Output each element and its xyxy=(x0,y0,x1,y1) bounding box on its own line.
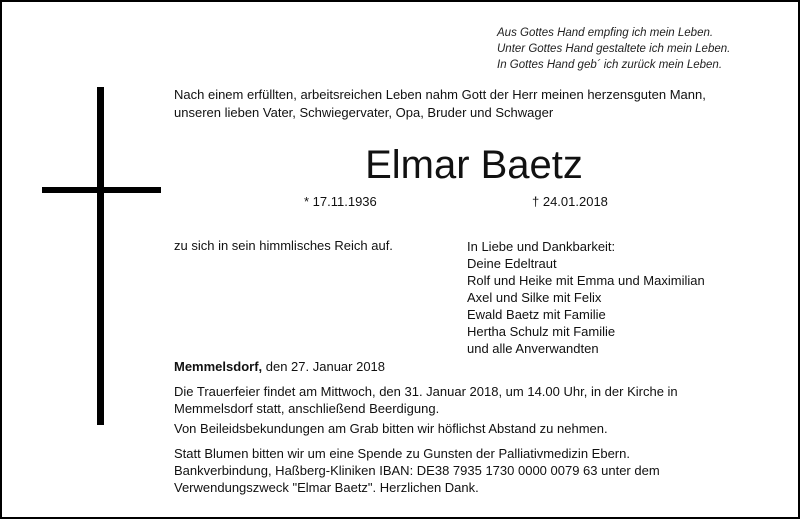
quote-line: Aus Gottes Hand empfing ich mein Leben. xyxy=(497,27,714,39)
cross-icon-horizontal xyxy=(42,187,161,193)
condolence-note xyxy=(174,420,774,437)
deceased-name: Elmar Baetz xyxy=(365,143,583,187)
condolence-line: Von Beileidsbekundungen am Grab bitten wir höflichst Abstand zu nehmen. xyxy=(174,421,608,436)
funeral-line: Die Trauerfeier findet am Mittwoch, den 31. Januar 2018, um 14.00 Uhr, in der Kirche in xyxy=(174,384,678,399)
donation-line: Statt Blumen bitten wir um eine Spende zu Gunsten der Palliativmedizin Ebern. xyxy=(174,446,630,461)
donation-info xyxy=(174,445,774,496)
funeral-info xyxy=(174,383,774,417)
reich-text: zu sich in sein himmlisches Reich auf. xyxy=(174,238,393,253)
quote-line: In Gottes Hand geb´ ich zurück mein Leben. xyxy=(497,59,723,71)
donation-line: Bankverbindung, Haßberg-Kliniken IBAN: DE38 7935 1730 0000 0079 63 unter dem xyxy=(174,463,660,478)
family-member: Hertha Schulz mit Familie xyxy=(467,324,616,339)
death-date: † 24.01.2018 xyxy=(532,194,608,209)
intro-line: Nach einem erfüllten, arbeitsreichen Leben nahm Gott der Herr meinen herzensguten Mann, xyxy=(174,87,706,102)
intro-line: unseren lieben Vater, Schwiegervater, Opa, Bruder und Schwager xyxy=(174,105,554,120)
birth-date: * 17.11.1936 xyxy=(304,194,377,209)
intro-text xyxy=(174,86,774,122)
donation-line: Verwendungszweck "Elmar Baetz". Herzlichen Dank. xyxy=(174,480,479,495)
family-member: Rolf und Heike mit Emma und Maximilian xyxy=(467,273,705,288)
family-heading: In Liebe und Dankbarkeit: xyxy=(467,239,616,254)
family-member: Ewald Baetz mit Familie xyxy=(467,307,606,322)
bible-quote xyxy=(497,25,787,73)
cross-icon-vertical xyxy=(97,87,104,425)
place-date-text: den 27. Januar 2018 xyxy=(262,359,386,374)
family-member: und alle Anverwandten xyxy=(467,341,599,356)
place-date xyxy=(174,359,385,374)
family-member: Deine Edeltraut xyxy=(467,256,557,271)
place-town: Memmelsdorf, xyxy=(174,359,263,374)
funeral-line: Memmelsdorf statt, anschließend Beerdigung. xyxy=(174,401,440,416)
quote-line: Unter Gottes Hand gestaltete ich mein Leben. xyxy=(497,43,731,55)
family-member: Axel und Silke mit Felix xyxy=(467,290,602,305)
family-list xyxy=(467,238,705,357)
